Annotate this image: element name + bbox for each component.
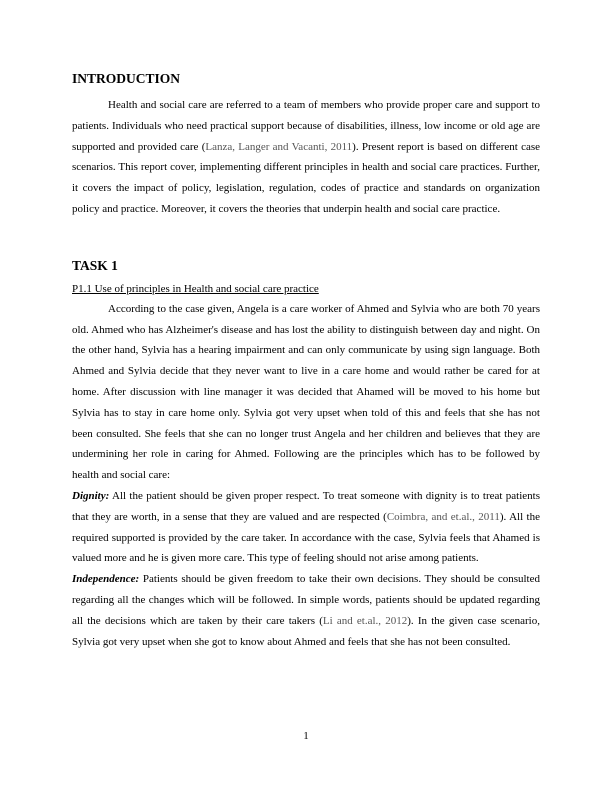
introduction-text-b: ). Present report is based on different case scenarios. This report cover, implementing different principles in health and social care practices. Further, it covers the impact of policy, legislation, regulation, codes of practice and standards on organization policy and practice. Moreover, it covers the theories that underpin health and social care practice. <box>72 140 540 215</box>
independence-term: Independence: <box>72 573 140 586</box>
task1-subheading: P1.1 Use of principles in Health and social care practice <box>72 282 319 295</box>
case-paragraph: According to the case given, Angela is a care worker of Ahmed and Sylvia who are both 70 years old. Ahmed who has Alzheimer's disease and has lost the ability to distinguish between day and night. On the other hand, Sylvia has a hearing impairment and can only communicate by using sign language. Both Ahmed and Sylvia decide that they never want to live in a care home and would rather be cared for at home. After discussion with line manager it was decided that Ahamed will be moved to his home but Sylvia has to stay in care home only. Sylvia got very upset when told of this and feels that she has not been consulted. She feels that she can no longer trust Angela and her children and believes that they are undermining her role in caring for Ahmed. Following are the principles which has to be followed by health and social care: <box>72 302 540 482</box>
introduction-text-a: Health and social care are referred to a team of members who provide proper care and support to patients. Individuals who need practical support because of disabilities, illness, low income or old age are supported and provided care ( <box>72 99 540 153</box>
dignity-text-a: All the patient should be given proper respect. To treat someone with dignity is to treat patients that they are worth, in a sense that they are valued and are respected ( <box>72 489 540 523</box>
dignity-term: Dignity: <box>72 489 110 502</box>
dignity-paragraph <box>72 486 540 569</box>
introduction-citation: Lanza, Langer and Vacanti, 2011 <box>205 140 353 153</box>
independence-citation: Li and et.al., 2012 <box>322 614 408 627</box>
page-number: 1 <box>303 730 309 742</box>
introduction-paragraph <box>72 95 540 220</box>
independence-text-a: Patients should be given freedom to take their own decisions. They should be consulted regarding all the changes which will be followed. In simple words, patients should be updated regarding all the decisions which are taken by their care takers ( <box>72 573 540 627</box>
dignity-citation: Coimbra, and et.al., 2011 <box>386 510 500 523</box>
dignity-text-b: ). All the required supported is provided by the care taker. In accordance with the case, Sylvia feels that Ahamed is valued more and he is given more care. This type of feeling should not arise among patients. <box>72 510 540 565</box>
independence-text-b: ). In the given case scenario, Sylvia got very upset when she got to know about Ahmed and feels that she has not been consulted. <box>72 614 540 648</box>
introduction-heading: INTRODUCTION <box>72 71 181 86</box>
task1-heading: TASK 1 <box>72 257 118 273</box>
independence-paragraph <box>72 569 540 652</box>
document-page <box>72 70 540 652</box>
